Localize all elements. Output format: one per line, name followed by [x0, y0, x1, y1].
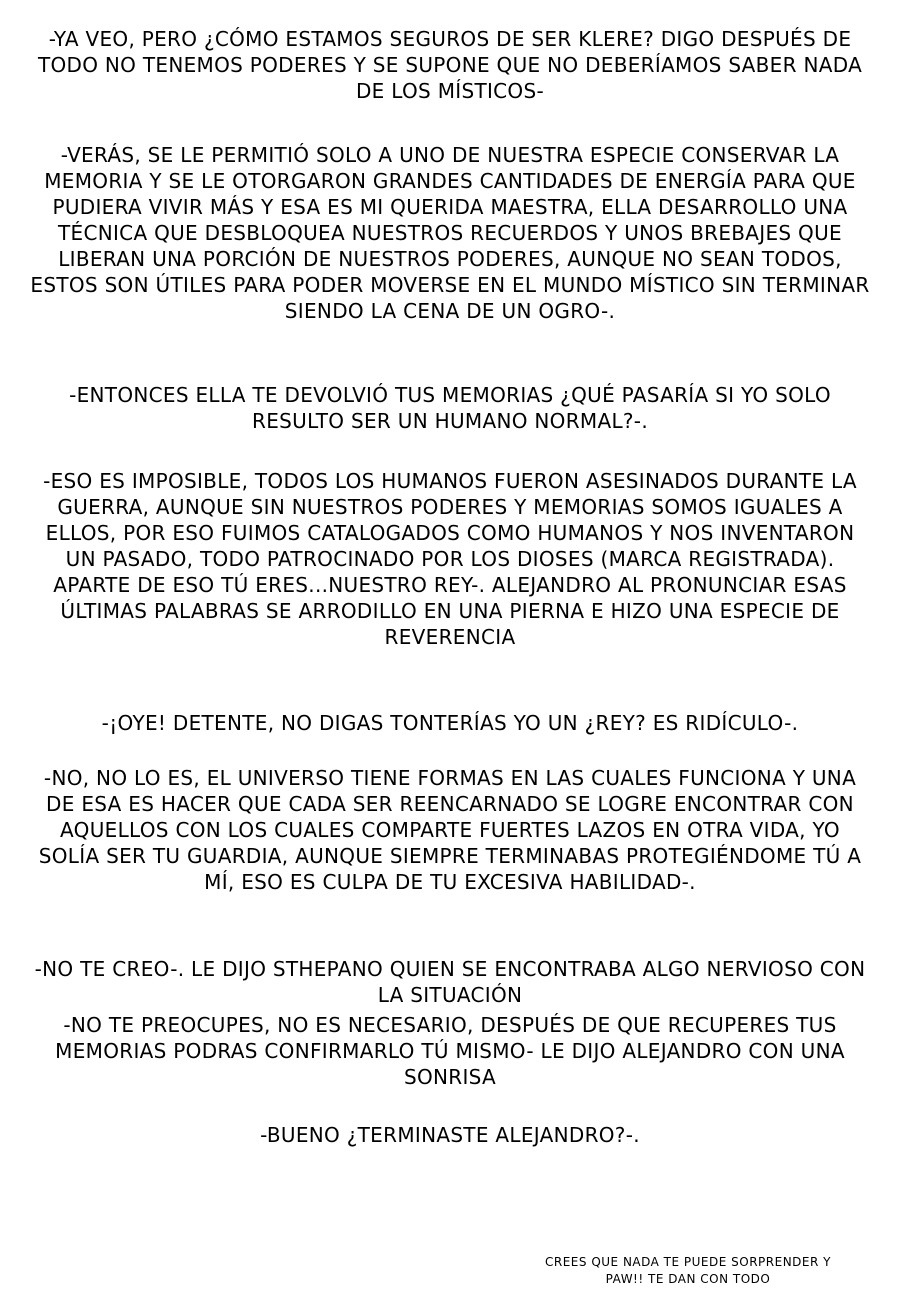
footer-note [508, 1254, 868, 1288]
paragraph-9: -BUENO ¿TERMINASTE ALEJANDRO?-. [260, 1123, 640, 1147]
paragraph-2: -VERÁS, SE LE PERMITIÓ SOLO A UNO DE NUESTRA ESPECIE CONSERVAR LA MEMORIA Y SE LE OTORGARON GRANDES CANTIDADES DE ENERGÍA PARA QUE PUDIERA VIVIR MÁS Y ESA ES MI QUERIDA MAESTRA, ELLA DESARROLLO UNA TÉCNICA QUE DESBLOQUEA NUESTROS RECUERDOS Y UNOS BREBAJES QUE LIBERAN UNA PORCIÓN DE NUESTROS PODERES, AUNQUE NO SEAN TODOS, ESTOS SON ÚTILES PARA PODER MOVERSE EN EL MUNDO MÍSTICO SIN TERMINAR SIENDO LA CENA DE UN OGRO-. [30, 143, 870, 323]
footer-note-line-1: CREES QUE NADA TE PUEDE SORPRENDER Y [545, 1255, 831, 1269]
paragraph-7: -NO TE CREO-. LE DIJO STHEPANO QUIEN SE ENCONTRABA ALGO NERVIOSO CON LA SITUACIÓN [34, 957, 866, 1007]
paragraph-3: -ENTONCES ELLA TE DEVOLVIÓ TUS MEMORIAS ¿QUÉ PASARÍA SI YO SOLO RESULTO SER UN HUMANO NORMAL?-. [69, 383, 831, 433]
paragraph-4: -ESO ES IMPOSIBLE, TODOS LOS HUMANOS FUERON ASESINADOS DURANTE LA GUERRA, AUNQUE SIN NUESTROS PODERES Y MEMORIAS SOMOS IGUALES A ELLOS, POR ESO FUIMOS CATALOGADOS COMO HUMANOS Y NOS INVENTARON UN PASADO, TODO PATROCINADO POR LOS DIOSES (MARCA REGISTRADA). APARTE DE ESO TÚ ERES...NUESTRO REY-. ALEJANDRO AL PRONUNCIAR ESAS ÚLTIMAS PALABRAS SE ARRODILLO EN UNA PIERNA E HIZO UNA ESPECIE DE REVERENCIA [43, 469, 857, 649]
paragraph-1: -YA VEO, PERO ¿CÓMO ESTAMOS SEGUROS DE SER KLERE? DIGO DESPUÉS DE TODO NO TENEMOS PODERES Y SE SUPONE QUE NO DEBERÍAMOS SABER NADA DE LOS MÍSTICOS- [37, 27, 863, 103]
paragraph-8: -NO TE PREOCUPES, NO ES NECESARIO, DESPUÉS DE QUE RECUPERES TUS MEMORIAS PODRAS CONFIRMARLO TÚ MISMO- LE DIJO ALEJANDRO CON UNA SONRISA [55, 1013, 845, 1089]
paragraph-5: -¡OYE! DETENTE, NO DIGAS TONTERÍAS YO UN ¿REY? ES RIDÍCULO-. [101, 711, 799, 735]
paragraph-6: -NO, NO LO ES, EL UNIVERSO TIENE FORMAS EN LAS CUALES FUNCIONA Y UNA DE ESA ES HACER QUE CADA SER REENCARNADO SE LOGRE ENCONTRAR CON AQUELLOS CON LOS CUALES COMPARTE FUERTES LAZOS EN OTRA VIDA, YO SOLÍA SER TU GUARDIA, AUNQUE SIEMPRE TERMINABAS PROTEGIÉNDOME TÚ A MÍ, ESO ES CULPA DE TU EXCESIVA HABILIDAD-. [38, 766, 862, 894]
footer-note-line-2: PAW!! TE DAN CON TODO [605, 1272, 771, 1286]
